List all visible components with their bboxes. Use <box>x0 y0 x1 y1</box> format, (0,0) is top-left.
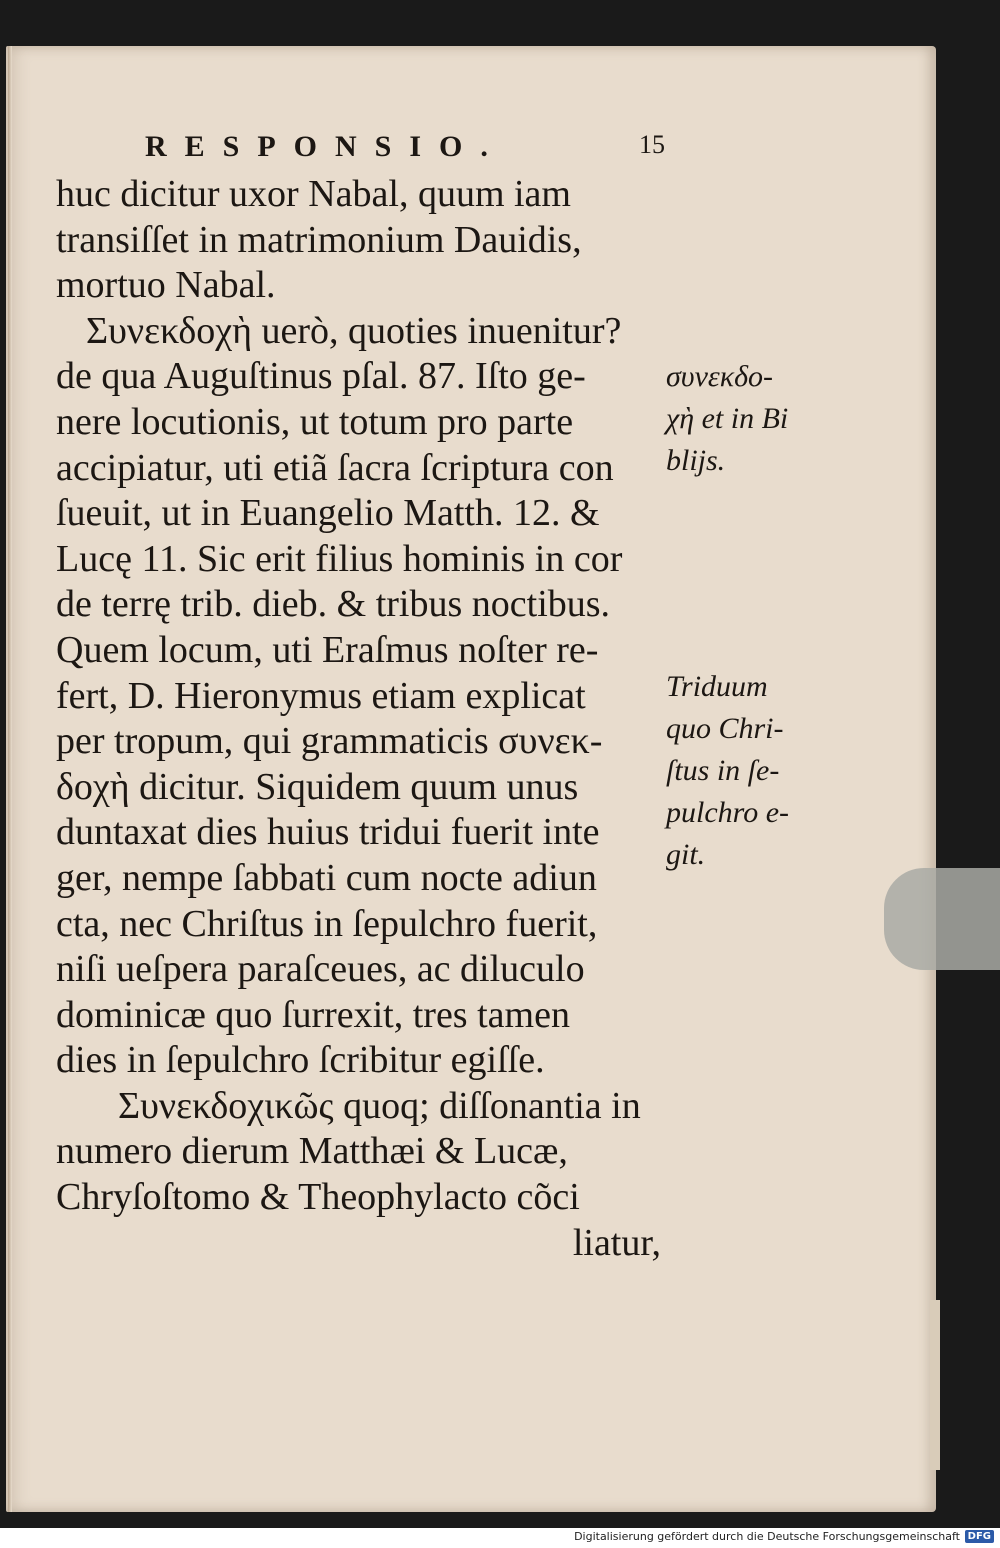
text-line: mortuo Nabal. <box>56 264 276 307</box>
text-line: per tropum, qui grammaticis συνεκ- <box>56 720 603 763</box>
marginal-note-synecdoche <box>666 356 816 482</box>
text-line: ſueuit, ut in Euangelio Matth. 12. & <box>56 492 600 535</box>
text-line: Συνεκδοχὴ uerò, quoties inuenitur? <box>86 309 622 352</box>
marginal-note-triduum <box>666 666 816 876</box>
page-number: 15 <box>639 130 665 159</box>
marginal-line: blijs. <box>666 444 726 477</box>
text-line: Lucę 11. Sic erit filius hominis in cor <box>56 537 623 580</box>
text-line: ger, nempe ſabbati cum nocte adiun <box>56 856 597 899</box>
marginal-line: Triduum <box>666 670 768 703</box>
text-line: dominicæ quo ſurrexit, tres tamen <box>56 993 570 1036</box>
text-line: δοχὴ dicitur. Siquidem quum unus <box>56 765 579 808</box>
text-line: de qua Auguſtinus pſal. 87. Iſto ge- <box>56 355 586 398</box>
text-line: huc dicitur uxor Nabal, quum iam <box>56 173 571 215</box>
text-line: Quem locum, uti Eraſmus noſter re- <box>56 628 599 671</box>
text-line: transiſſet in matrimonium Dauidis, <box>56 218 582 261</box>
running-header <box>145 130 665 170</box>
text-line: Chryſoſtomo & Theophylacto cõci <box>56 1176 580 1219</box>
running-title: RESPONSIO. <box>145 130 506 163</box>
text-line: dies in ſepulchro ſcribitur egiſſe. <box>56 1039 545 1082</box>
text-line: cta, nec Chriſtus in ſepulchro fuerit, <box>56 902 598 945</box>
funding-credit: Digitalisierung gefördert durch die Deutsche Forschungsgemeinschaft <box>574 1530 960 1543</box>
marginal-line: quo Chri- <box>666 712 784 745</box>
marginal-line: pulchro e- <box>666 796 790 829</box>
text-line: nere locutionis, ut totum pro parte <box>56 400 574 443</box>
text-line: de terrę trib. dieb. & tribus noctibus. <box>56 583 611 626</box>
marginal-line: ſtus in ſe- <box>666 754 780 787</box>
marginal-line: git. <box>666 838 706 871</box>
main-text-block <box>56 172 661 1266</box>
digitization-footer <box>0 1528 1000 1548</box>
text-line: niſi ueſpera paraſceues, ac diluculo <box>56 948 585 991</box>
text-line: duntaxat dies huius tridui fuerit inte <box>56 811 600 854</box>
marginal-line: συνεκδο- <box>666 360 774 393</box>
page-gutter <box>8 46 12 1512</box>
dfg-logo: DFG <box>965 1530 994 1543</box>
marginal-line: χὴ et in Bi <box>666 402 789 435</box>
text-line: accipiatur, uti etiã ſacra ſcriptura con <box>56 446 614 489</box>
scanner-clip <box>884 868 1000 970</box>
text-line: numero dierum Matthæi & Lucæ, <box>56 1130 568 1173</box>
catchword: liatur, <box>572 1221 661 1264</box>
text-line: fert, D. Hieronymus etiam explicat <box>56 674 586 717</box>
text-line: Συνεκδοχικῶς quoq; diſſonantia in <box>118 1084 641 1127</box>
page-edge <box>930 1300 940 1470</box>
